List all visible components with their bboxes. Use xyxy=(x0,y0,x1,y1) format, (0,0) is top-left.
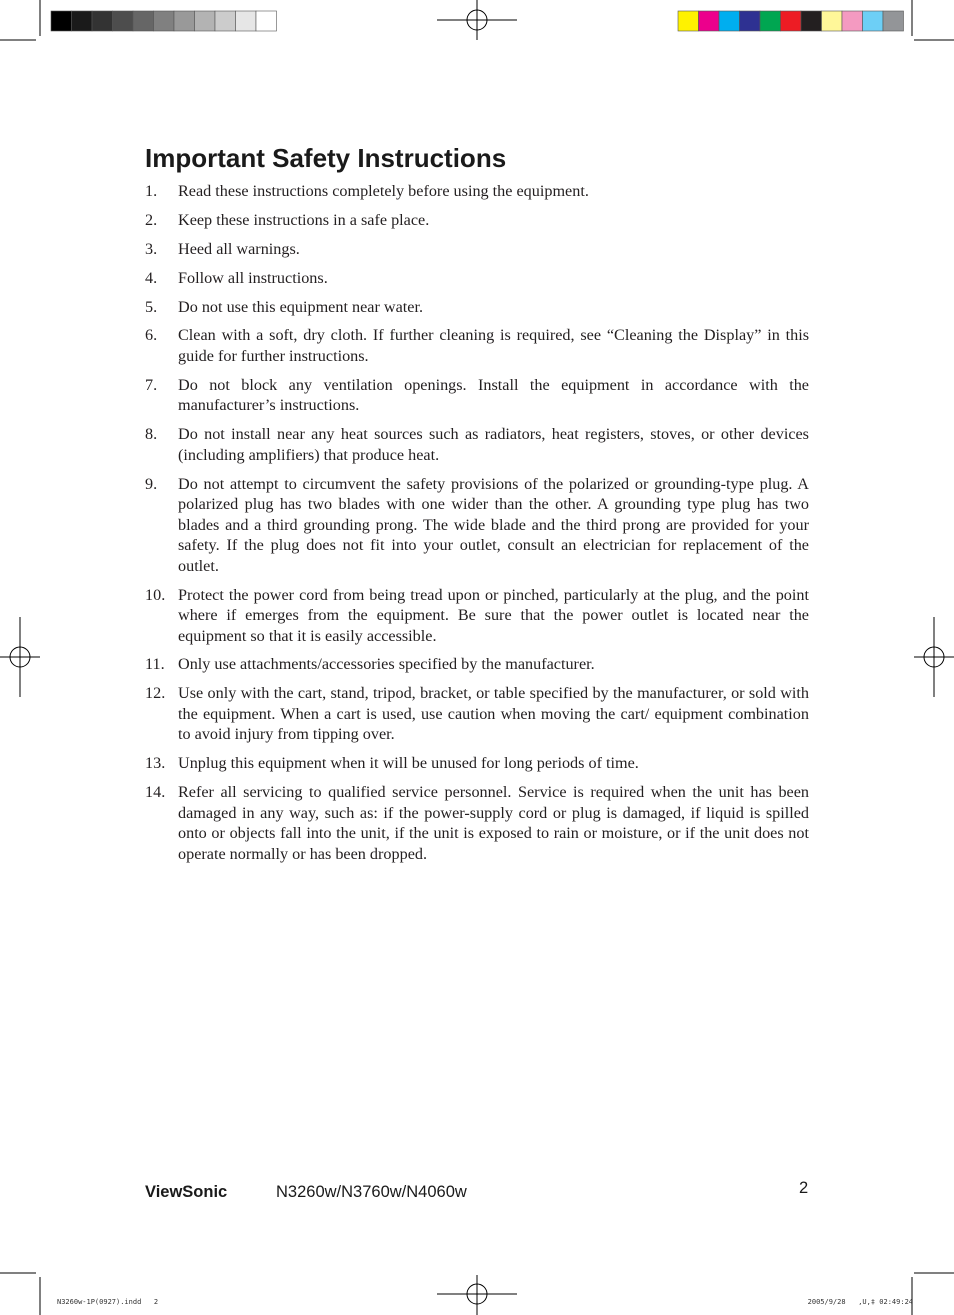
item-number: 10. xyxy=(145,585,166,604)
list-item xyxy=(145,268,809,289)
gray-swatch xyxy=(236,11,257,31)
page-title: Important Safety Instructions xyxy=(145,143,507,173)
list-item xyxy=(145,654,809,675)
item-text: Do not use this equipment near water. xyxy=(178,297,424,316)
item-number: 1. xyxy=(145,182,158,200)
gray-swatch xyxy=(51,11,72,31)
item-number: 13. xyxy=(145,754,166,773)
item-text: Only use attachments/accessories specified by the manufacturer. xyxy=(178,655,595,674)
item-number: 12. xyxy=(145,684,166,703)
gray-swatch xyxy=(113,11,134,31)
gray-swatch xyxy=(174,11,195,31)
safety-instructions-list xyxy=(145,181,809,872)
gray-swatch xyxy=(92,11,113,31)
list-item xyxy=(145,424,809,465)
gray-swatch xyxy=(72,11,93,31)
color-swatch xyxy=(719,11,740,31)
item-text: Follow all instructions. xyxy=(178,268,328,287)
item-text: Protect the power cord from being tread upon or pinched, particularly at the plug, and the point where if emerges from the equipment. Be sure that the power outlet is located near the equipment so that it is easily accessible. xyxy=(178,585,809,645)
footer-brand: ViewSonic xyxy=(145,1183,228,1201)
item-text: Do not attempt to circumvent the safety provisions of the polarized or grounding-type plug. A polarized plug has two blades with one wider than the other. A grounding type plug has two blades and a third grounding prong. The wide blade and the third prong are provided for your safety. If the plug does not fit into your outlet, consult an electrician for replacement of the outlet. xyxy=(178,474,809,575)
item-text: Heed all warnings. xyxy=(178,239,300,258)
slug-date: 2005/9/28 ,U,‡ 02:49:24 xyxy=(807,1298,913,1306)
gray-swatch xyxy=(215,11,236,31)
list-item xyxy=(145,782,809,864)
item-text: Use only with the cart, stand, tripod, bracket, or table specified by the manufacturer, or sold with the equipment. When a cart is used, use caution when moving the cart/ equipment combination to avoid injury from tipping over. xyxy=(178,684,809,744)
color-swatch xyxy=(883,11,904,31)
list-item xyxy=(145,297,809,318)
grayscale-color-bar xyxy=(51,11,277,31)
color-swatch xyxy=(740,11,761,31)
item-text: Clean with a soft, dry cloth. If further cleaning is required, see “Cleaning the Display” in this guide for further instructions. xyxy=(178,326,809,365)
list-item xyxy=(145,474,809,577)
item-number: 4. xyxy=(145,268,158,287)
item-number: 6. xyxy=(145,326,158,345)
list-item xyxy=(145,181,809,202)
item-text: Read these instructions completely before using the equipment. xyxy=(178,182,589,200)
gray-swatch xyxy=(154,11,175,31)
item-text: Do not block any ventilation openings. Install the equipment in accordance with the manufacturer’s instructions. xyxy=(178,375,809,415)
item-number: 8. xyxy=(145,425,158,444)
footer-model-numbers: N3260w/N3760w/N4060w xyxy=(276,1183,467,1201)
item-number: 9. xyxy=(145,474,158,493)
item-text: Keep these instructions in a safe place. xyxy=(178,210,430,229)
item-number: 7. xyxy=(145,375,158,394)
list-item xyxy=(145,683,809,745)
item-text: Do not install near any heat sources such as radiators, heat registers, stoves, or other devices (including amplifiers) that produce heat. xyxy=(178,425,809,464)
list-item xyxy=(145,325,809,366)
color-swatch xyxy=(801,11,822,31)
item-number: 5. xyxy=(145,297,158,316)
color-swatch xyxy=(863,11,884,31)
cmyk-color-bar xyxy=(678,11,904,31)
item-text: Refer all servicing to qualified service personnel. Service is required when the unit has been damaged in any way, such as: if the power-supply cord or plug is damaged, if liquid is spilled onto or objects fall into the unit, if the unit is exposed to rain or moisture, or if the unit does not operate normally or has been dropped. xyxy=(178,783,809,863)
page-number: 2 xyxy=(799,1179,809,1197)
color-swatch xyxy=(822,11,843,31)
item-text: Unplug this equipment when it will be unused for long periods of time. xyxy=(178,754,639,773)
color-swatch xyxy=(781,11,802,31)
item-number: 14. xyxy=(145,783,166,802)
color-swatch xyxy=(842,11,863,31)
item-number: 3. xyxy=(145,239,158,258)
color-swatch xyxy=(760,11,781,31)
list-item xyxy=(145,753,809,774)
list-item xyxy=(145,239,809,260)
slug-file-name: N3260w-1P(0927).indd 2 xyxy=(57,1298,159,1306)
list-item xyxy=(145,375,809,416)
gray-swatch xyxy=(195,11,216,31)
gray-swatch xyxy=(256,11,277,31)
item-number: 2. xyxy=(145,210,158,229)
color-swatch xyxy=(699,11,720,31)
list-item xyxy=(145,585,809,647)
color-swatch xyxy=(678,11,699,31)
item-number: 11. xyxy=(145,655,165,674)
list-item xyxy=(145,210,809,231)
gray-swatch xyxy=(133,11,154,31)
